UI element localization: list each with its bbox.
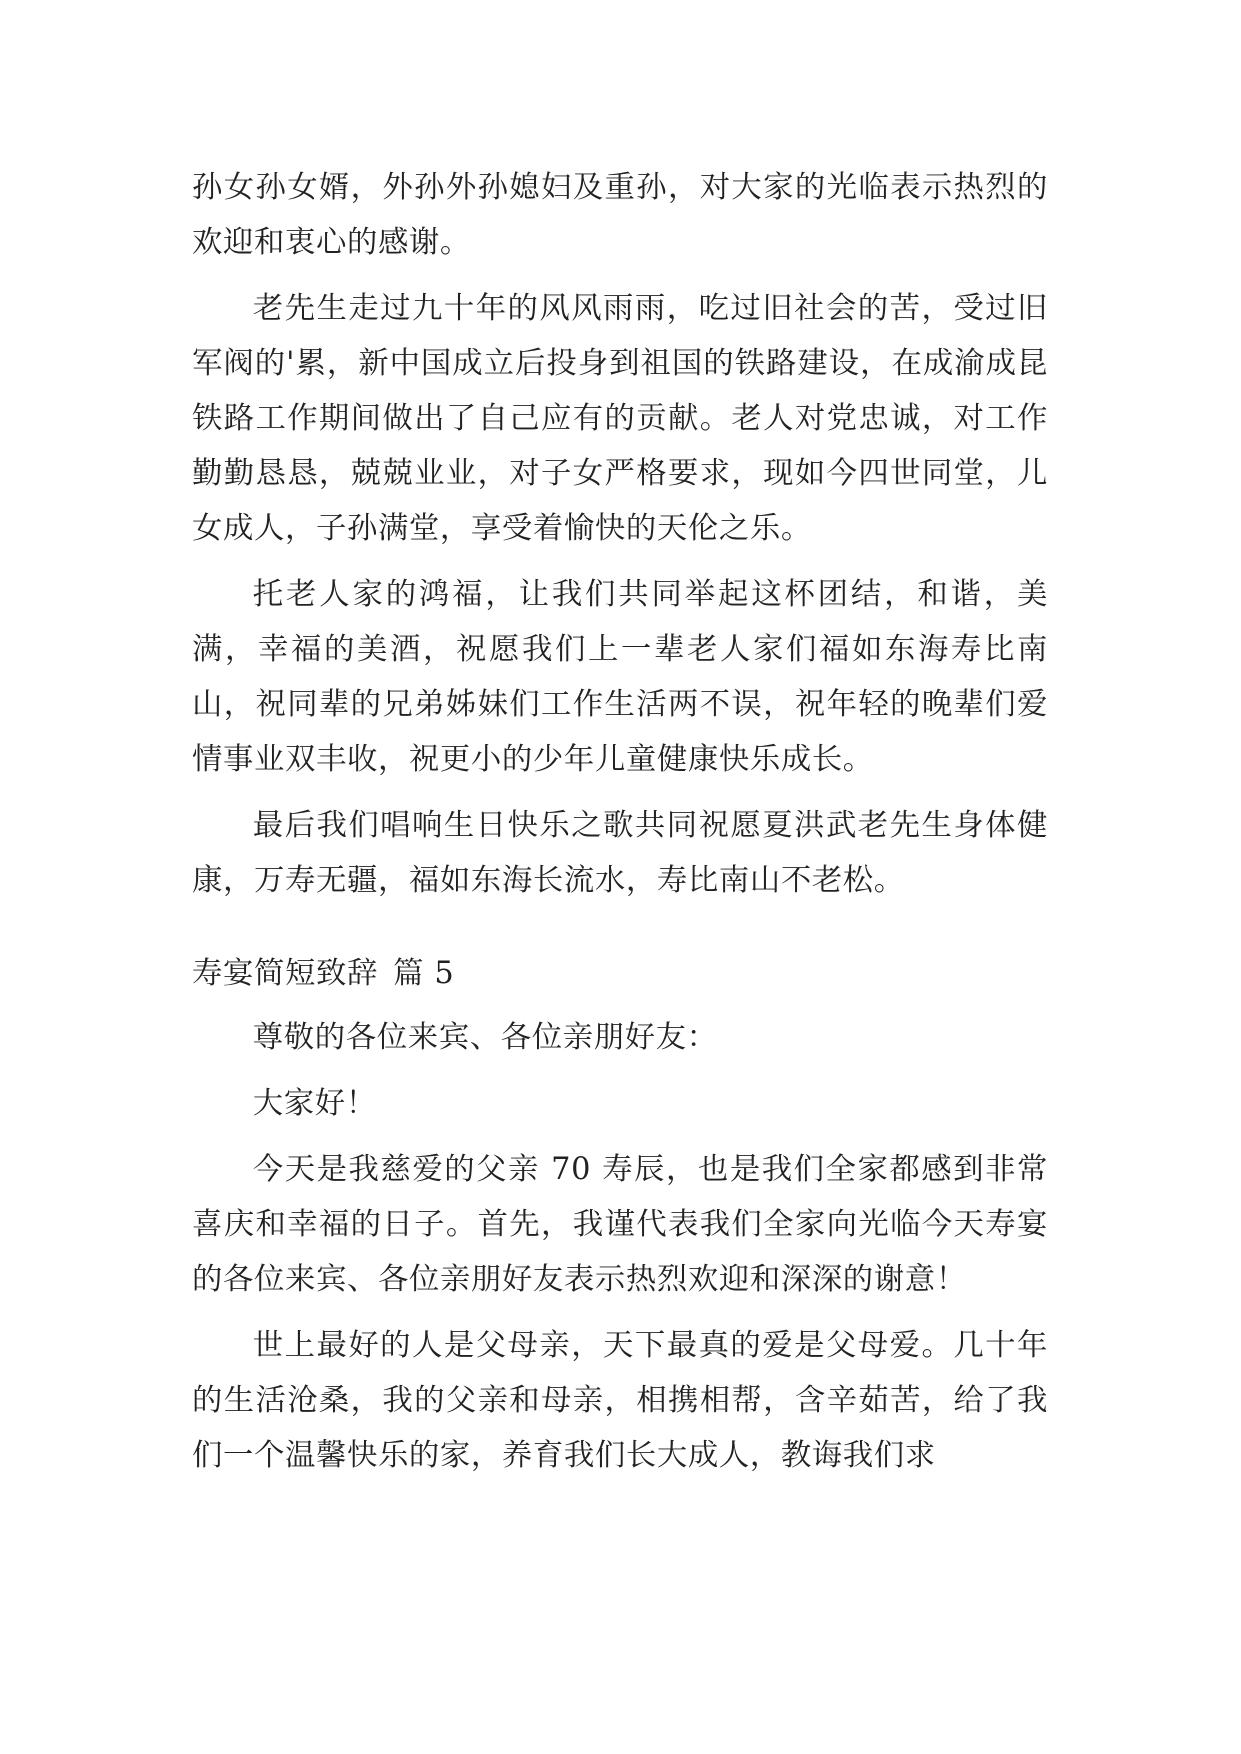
- greeting: 大家好！: [252, 1086, 377, 1121]
- section-title: 寿宴简短致辞: [192, 956, 378, 991]
- paragraph-closing-wish: 最后我们唱响生日快乐之歌共同祝愿夏洪武老先生身体健康，万寿无疆，福如东海长流水，寿比南山不老松。: [192, 808, 1048, 898]
- document-page: [192, 160, 1048, 1494]
- paragraph-toast: 托老人家的鸿福，让我们共同举起这杯团结，和谐，美满，幸福的美酒，祝愿我们上一辈老人家们福如东海寿比南山，祝同辈的兄弟姊妹们工作生活两不误，祝年轻的晚辈们爱情事业双丰收，祝更小的少年儿童健康快乐成长。: [192, 577, 1048, 777]
- salutation: 尊敬的各位来宾、各位亲朋好友：: [252, 1020, 718, 1055]
- section-number: 篇 5: [393, 956, 455, 991]
- paragraph-birthday: 今天是我慈爱的父亲 70 寿辰，也是我们全家都感到非常喜庆和幸福的日子。首先，我谨代表我们全家向光临今天寿宴的各位来宾、各位亲朋好友表示热烈欢迎和深深的谢意！: [192, 1152, 1048, 1297]
- section-heading: [192, 946, 1048, 1001]
- continuation-paragraph: 孙女孙女婿，外孙外孙媳妇及重孙，对大家的光临表示热烈的欢迎和衷心的感谢。: [192, 170, 1048, 260]
- paragraph-ninety-years: 老先生走过九十年的风风雨雨，吃过旧社会的苦，受过旧军阀的'累，新中国成立后投身到祖国的铁路建设，在成渝成昆铁路工作期间做出了自己应有的贡献。老人对党忠诚，对工作勤勤恳恳，兢兢业业，对子女严格要求，现如今四世同堂，儿女成人，子孙满堂，享受着愉快的天伦之乐。: [192, 291, 1048, 546]
- paragraph-parents-love: 世上最好的人是父母亲，天下最真的爱是父母爱。几十年的生活沧桑，我的父亲和母亲，相携相帮，含辛茹苦，给了我们一个温馨快乐的家，养育我们长大成人，教诲我们求: [192, 1328, 1048, 1473]
